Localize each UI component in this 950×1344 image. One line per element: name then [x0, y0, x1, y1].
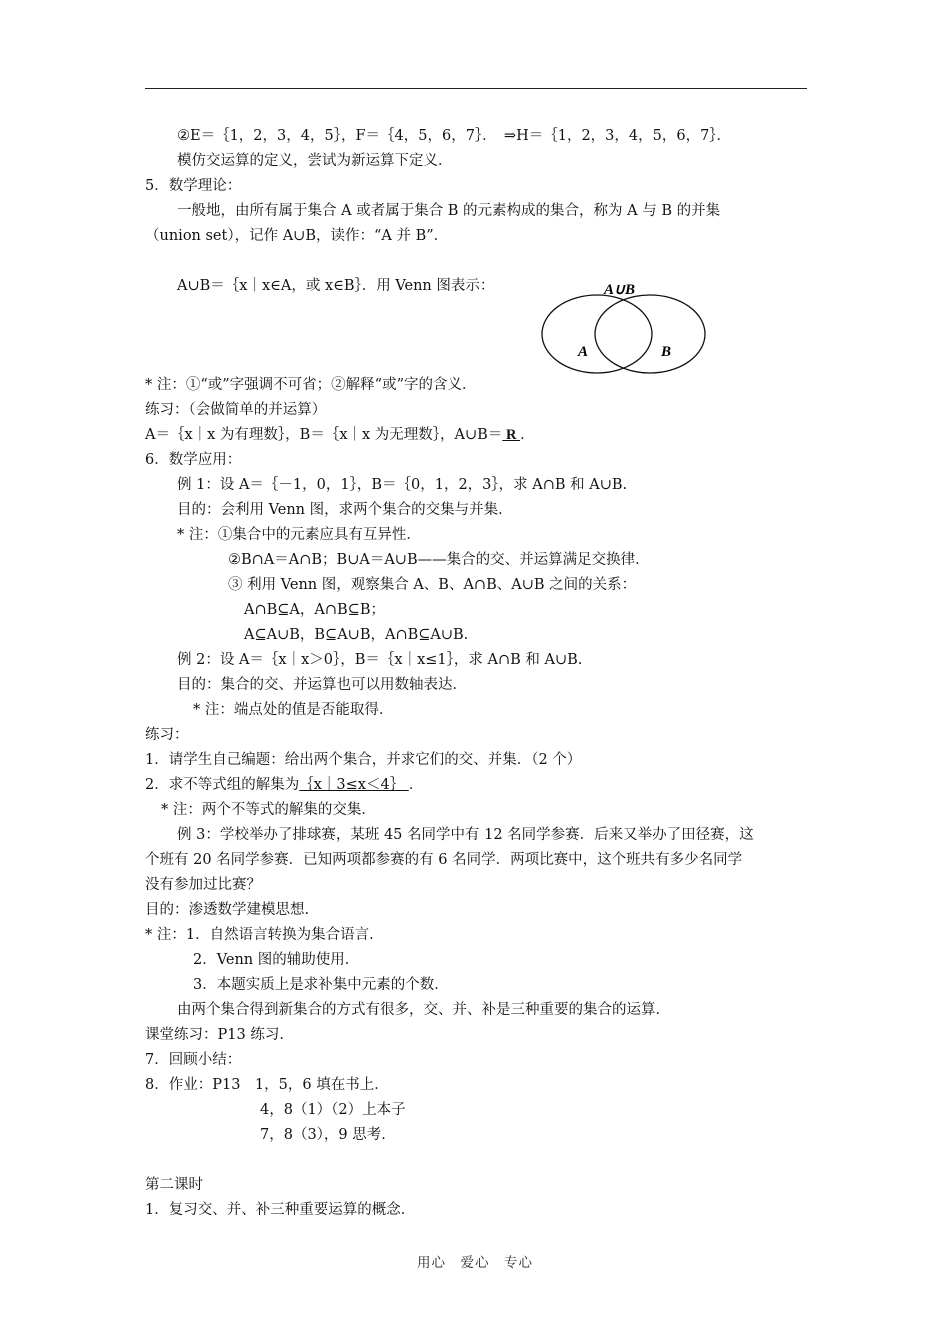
- note-line: ②B∩A＝A∩B；B∪A＝A∪B——集合的交、并运算满足交换律．: [228, 552, 650, 568]
- exercise-answer: R: [502, 427, 521, 443]
- section-heading: 6．数学应用：: [145, 452, 242, 468]
- note-line: * 注：两个不等式的解集的交集．: [161, 802, 376, 818]
- text-line: 没有参加过比赛？: [145, 877, 261, 893]
- text-line: （union set），记作 A∪B，读作：“A 并 B”．: [145, 228, 449, 244]
- exercise-text: A＝｛x｜x 为有理数｝，B＝｛x｜x 为无理数｝，A∪B＝: [145, 427, 503, 443]
- venn-a-label: A: [578, 344, 589, 360]
- venn-b-label: B: [661, 344, 672, 360]
- example-line: 例 3：学校举办了排球赛，某班 45 名同学中有 12 名同学参赛．后来又举办了田径赛，这: [177, 827, 754, 843]
- page-footer: 用心 爱心 专心: [417, 1255, 533, 1271]
- homework-line: 4，8（1）（2）上本子: [260, 1102, 406, 1118]
- exercise-end: ．: [520, 427, 535, 443]
- text-line: 模仿交运算的定义，尝试为新运算下定义．: [177, 153, 453, 169]
- note-line: * 注：①“或”字强调不可省；②解释“或”字的含义．: [145, 377, 477, 393]
- formula-line: A∩B⊆A，A∩B⊆B；: [244, 602, 385, 618]
- union-definition: A∪B＝｛x｜x∈A，或 x∈B｝．用 Venn 图表示：: [177, 278, 495, 294]
- text-line: 课堂练习：P13 练习．: [145, 1027, 294, 1043]
- note-line: 2．Venn 图的辅助使用．: [193, 952, 360, 968]
- homework-line: 7，8（3），9 思考．: [260, 1127, 396, 1143]
- exercise-text: 2．求不等式组的解集为: [145, 777, 300, 793]
- section-heading: 第二课时: [145, 1177, 203, 1193]
- section-heading: 5．数学理论：: [145, 178, 242, 194]
- exercise-end: ．: [408, 777, 424, 793]
- set-a-circle: [542, 295, 652, 373]
- set-b-circle: [595, 295, 705, 373]
- exercise-line: [145, 775, 423, 795]
- section-heading: 练习：: [145, 727, 189, 743]
- note-line: * 注：端点处的值是否能取得．: [193, 702, 394, 718]
- venn-diagram: [540, 274, 710, 379]
- note-line: ③ 利用 Venn 图，观察集合 A、B、A∩B、A∪B 之间的关系：: [228, 577, 637, 593]
- text-line: ②E＝｛1，2，3，4，5｝，F＝｛4，5，6，7｝． ⇒H＝｛1，2，3，4，5，6，7｝．: [177, 128, 732, 144]
- text-line: 目的：集合的交、并运算也可以用数轴表达．: [177, 677, 467, 693]
- formula-line: A⊆A∪B，B⊆A∪B，A∩B⊆A∪B.: [244, 627, 469, 643]
- note-line: 3．本题实质上是求补集中元素的个数．: [193, 977, 449, 993]
- text-line: 个班有 20 名同学参赛．已知两项都参赛的有 6 名同学．两项比赛中，这个班共有多少名同学: [145, 852, 743, 868]
- note-line: * 注：1．自然语言转换为集合语言．: [145, 927, 384, 943]
- exercise-answer: ｛x｜3≤x＜4｝: [299, 777, 409, 793]
- text-line: 1．请学生自己编题：给出两个集合，并求它们的交、并集．（2 个）: [145, 752, 582, 768]
- section-heading: 7．回顾小结：: [145, 1052, 242, 1068]
- text-line: 1．复习交、并、补三种重要运算的概念．: [145, 1202, 416, 1218]
- text-line: 由两个集合得到新集合的方式有很多，交、并、补是三种重要的集合的运算．: [177, 1002, 670, 1018]
- note-line: * 注：①集合中的元素应具有互异性．: [177, 527, 421, 543]
- venn-union-label: A∪B: [604, 282, 635, 298]
- text-line: 一般地，由所有属于集合 A 或者属于集合 B 的元素构成的集合，称为 A 与 B 的并集: [177, 203, 721, 219]
- text-line: 练习：（会做简单的并运算）: [145, 402, 327, 418]
- text-line: 目的：渗透数学建模思想.: [145, 902, 310, 918]
- example-line: 例 2：设 A＝｛x｜x＞0｝，B＝｛x｜x≤1｝，求 A∩B 和 A∪B.: [177, 652, 583, 668]
- example-line: 例 1：设 A＝｛－1，0，1｝，B＝｛0，1，2，3｝，求 A∩B 和 A∪B.: [177, 477, 628, 493]
- homework-line: 8．作业：P13 1，5，6 填在书上．: [145, 1077, 389, 1093]
- exercise-line: [145, 425, 535, 445]
- text-line: 目的：会利用 Venn 图，求两个集合的交集与并集．: [177, 502, 513, 518]
- header-rule: [145, 88, 807, 89]
